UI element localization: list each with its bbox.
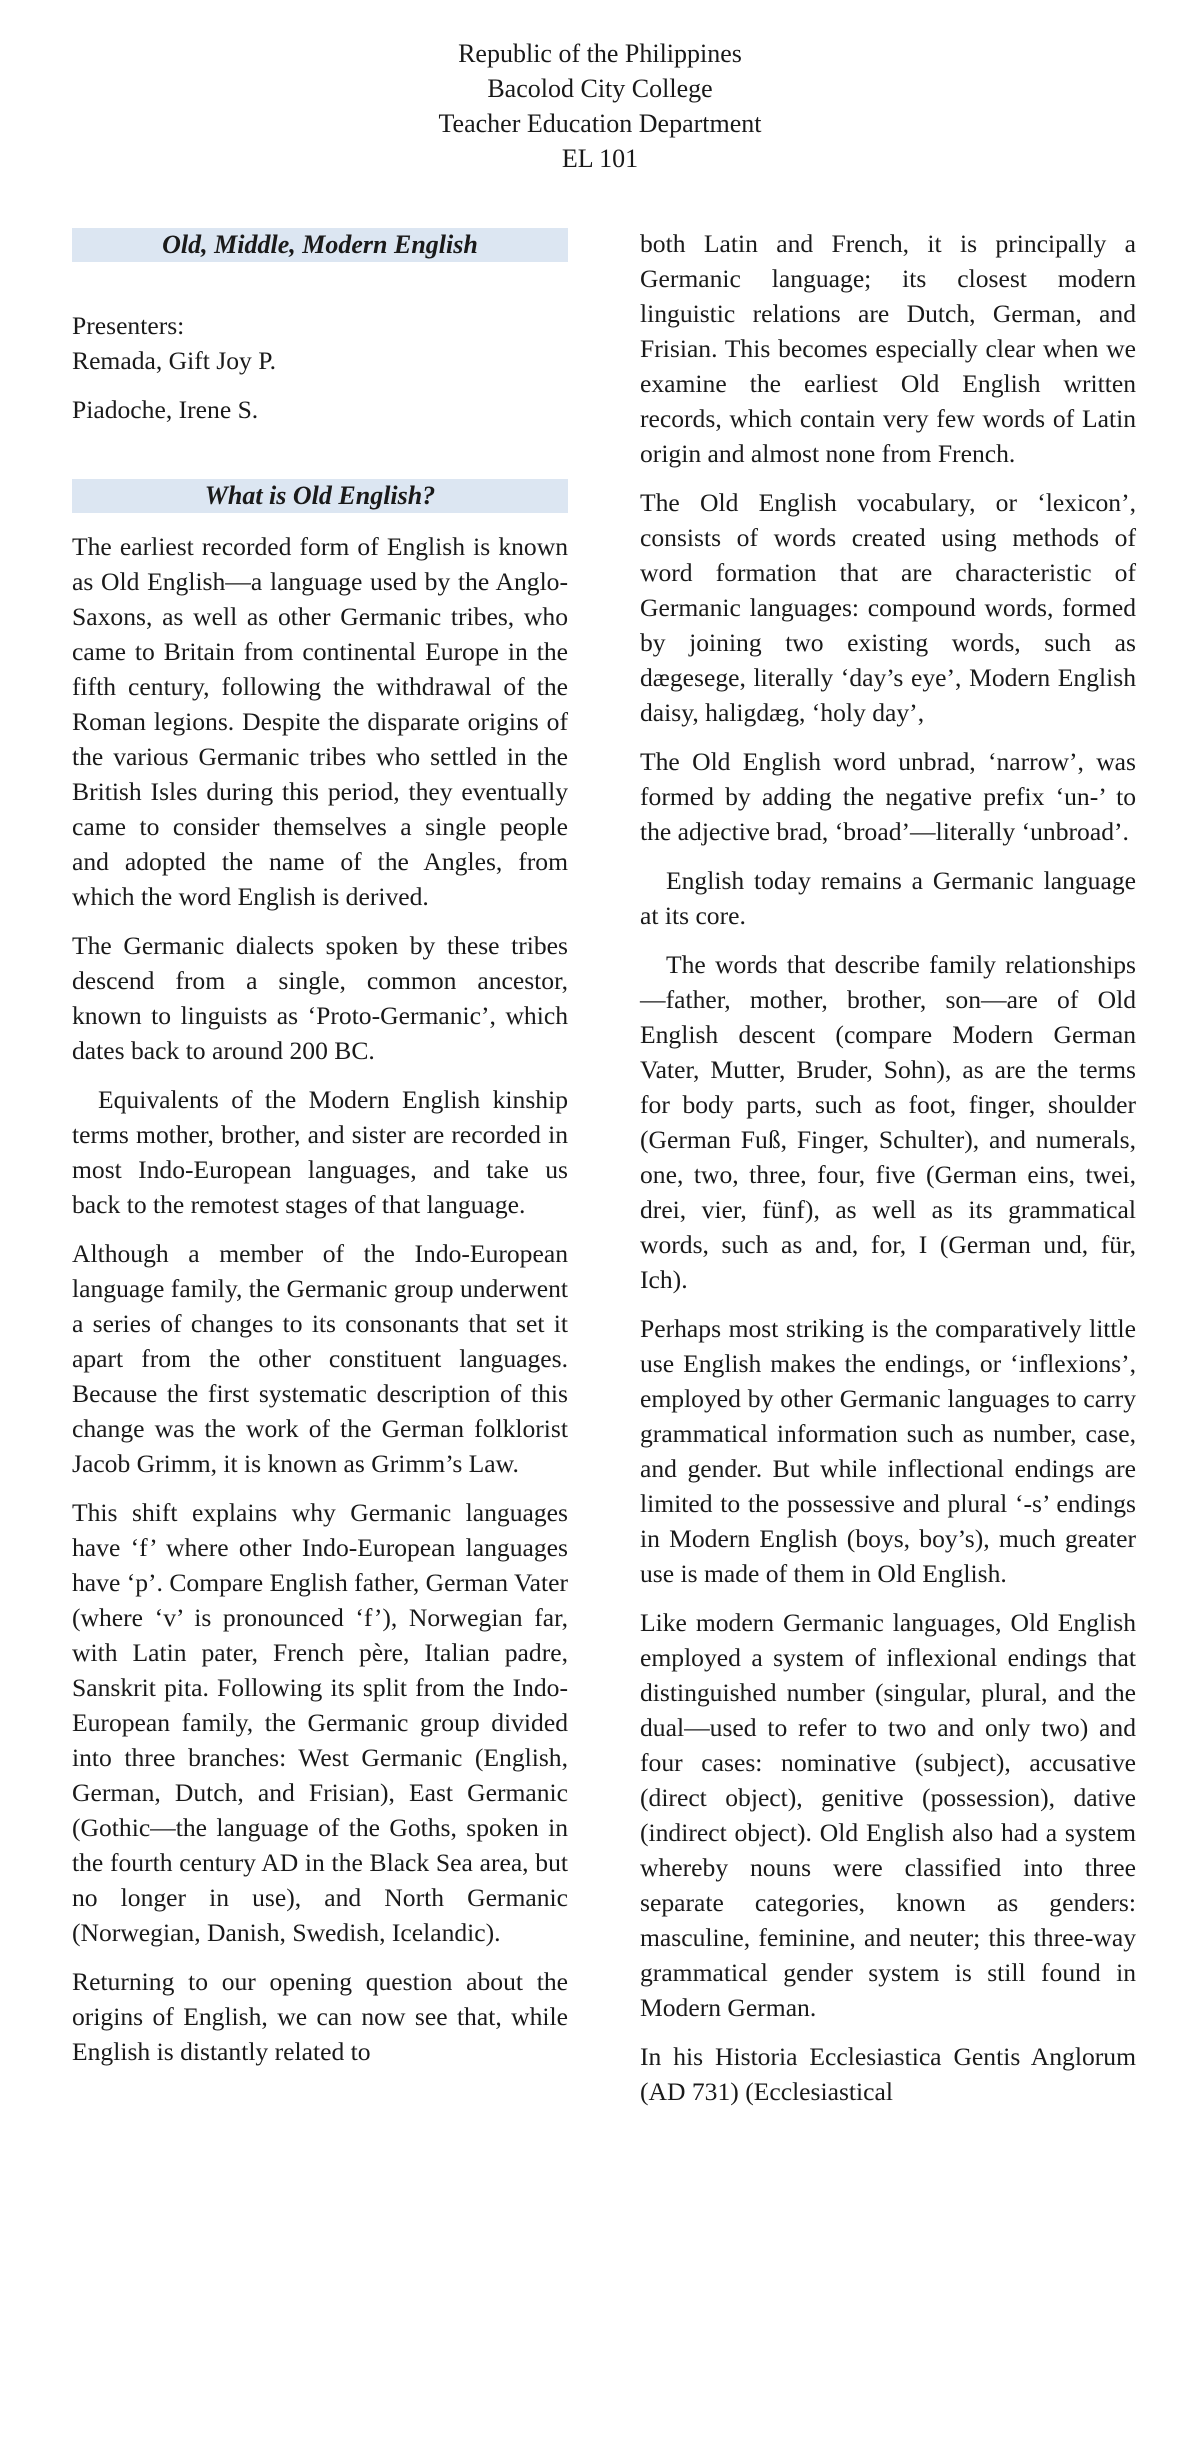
left-column	[72, 228, 568, 2083]
presenters-block	[72, 308, 568, 427]
paragraph: Returning to our opening question about the origins of English, we can now see that, while English is distantly related to	[72, 1967, 568, 2066]
presenters-label: Presenters:	[72, 311, 185, 340]
paragraph: The Germanic dialects spoken by these tribes descend from a single, common ancestor, known to linguists as ‘Proto-Germanic’, which dates back to around 200 BC.	[72, 931, 568, 1065]
paragraph: This shift explains why Germanic languages have ‘f’ where other Indo-European languages have ‘p’. Compare English father, German Vater (where ‘v’ is pronounced ‘f’), Norwegian far, with Latin pater, French père, Italian padre, Sanskrit pita. Following its split from the Indo-European family, the Germanic group divided into three branches: West Germanic (English, German, Dutch, and Frisian), East Germanic (Gothic—the language of the Goths, spoken in the fourth century AD in the Black Sea area, but no longer in use), and North Germanic (Norwegian, Danish, Swedish, Icelandic).	[72, 1498, 568, 1947]
paragraph: Like modern Germanic languages, Old English employed a system of inflexional endings that distinguished number (singular, plural, and the dual—used to refer to two and only two) and four cases: nominative (subject), accusative (direct object), genitive (possession), dative (indirect object). Old English also had a system whereby nouns were classified into three separate categories, known as genders: masculine, feminine, and neuter; this three-way grammatical gender system is still found in Modern German.	[640, 1608, 1136, 2022]
document-title: Old, Middle, Modern English	[72, 228, 568, 262]
paragraph: The Old English vocabulary, or ‘lexicon’, consists of words created using methods of word formation that are characteristic of Germanic languages: compound words, formed by joining two existing words, such as dægesege, literally ‘day’s eye’, Modern English daisy, haligdæg, ‘holy day’,	[640, 488, 1136, 727]
right-column	[640, 226, 1136, 2123]
paragraph: English today remains a Germanic language at its core.	[640, 866, 1136, 930]
presenter-name: Piadoche, Irene S.	[72, 395, 259, 424]
paragraph: both Latin and French, it is principally a Germanic language; its closest modern linguistic relations are Dutch, German, and Frisian. This becomes especially clear when we examine the earliest Old English written records, which contain very few words of Latin origin and almost none from French.	[640, 229, 1136, 468]
presenter-name: Remada, Gift Joy P.	[72, 346, 277, 375]
paragraph: Perhaps most striking is the comparatively little use English makes the endings, or ‘inflexions’, employed by other Germanic languages to carry grammatical information such as number, case, and gender. But while inflectional endings are limited to the possessive and plural ‘-s’ endings in Modern English (boys, boy’s), much greater use is made of them in Old English.	[640, 1314, 1136, 1588]
section-heading: What is Old English?	[72, 479, 568, 513]
paragraph: The Old English word unbrad, ‘narrow’, was formed by adding the negative prefix ‘un-’ to the adjective brad, ‘broad’—literally ‘unbroad’.	[640, 747, 1136, 846]
header-course-code: EL 101	[561, 144, 639, 173]
header-department: Teacher Education Department	[438, 109, 762, 138]
paragraph: Equivalents of the Modern English kinship terms mother, brother, and sister are recorded in most Indo-European languages, and take us back to the remotest stages of that language.	[72, 1085, 568, 1219]
document-header	[0, 36, 1200, 176]
paragraph: In his Historia Ecclesiastica Gentis Anglorum (AD 731) (Ecclesiastical	[640, 2042, 1136, 2106]
header-college: Bacolod City College	[487, 74, 713, 103]
paragraph: Although a member of the Indo-European language family, the Germanic group underwent a series of changes to its consonants that set it apart from the other constituent languages. Because the first systematic description of this change was the work of the German folklorist Jacob Grimm, it is known as Grimm’s Law.	[72, 1239, 568, 1478]
paragraph: The words that describe family relationships—father, mother, brother, son—are of Old English descent (compare Modern German Vater, Mutter, Bruder, Sohn), as are the terms for body parts, such as foot, finger, shoulder (German Fuß, Finger, Schulter), and numerals, one, two, three, four, five (German eins, twei, drei, vier, fünf), as well as its grammatical words, such as and, for, I (German und, für, Ich).	[640, 950, 1136, 1294]
paragraph: The earliest recorded form of English is known as Old English—a language used by the Anglo-Saxons, as well as other Germanic tribes, who came to Britain from continental Europe in the fifth century, following the withdrawal of the Roman legions. Despite the disparate origins of the various Germanic tribes who settled in the British Isles during this period, they eventually came to consider themselves a single people and adopted the name of the Angles, from which the word English is derived.	[72, 532, 568, 911]
header-republic: Republic of the Philippines	[458, 39, 742, 68]
